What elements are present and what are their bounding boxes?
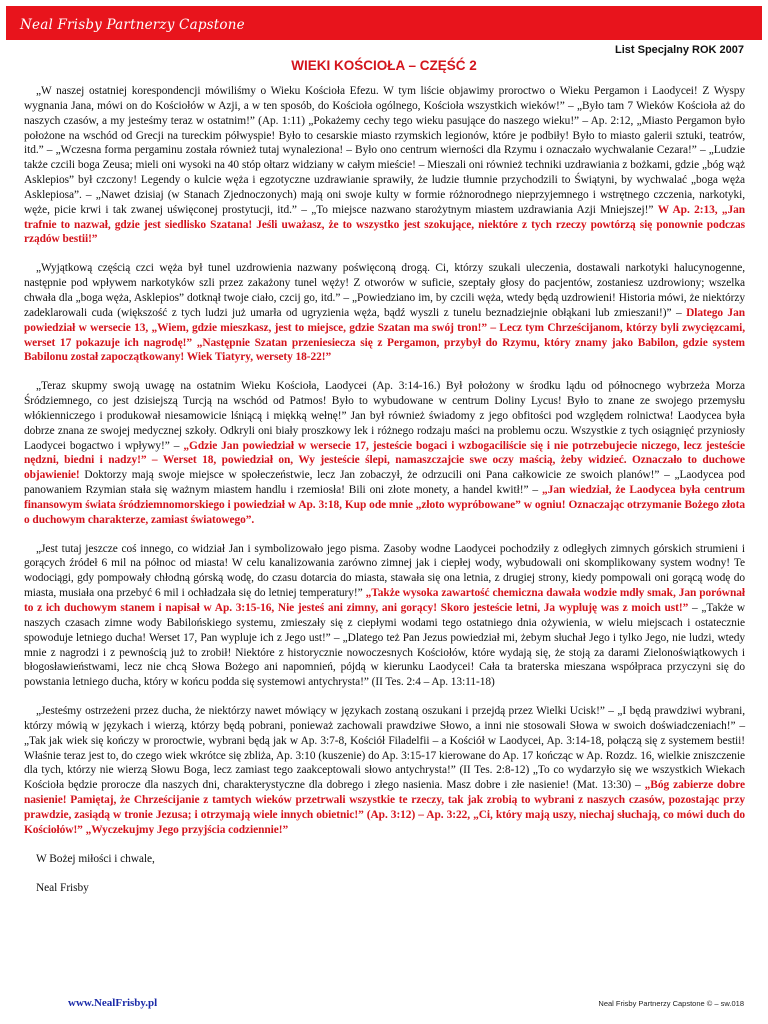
- page-title: WIEKI KOŚCIOŁA – CZĘŚĆ 2: [291, 58, 477, 73]
- emphasis-text: Dlatego Jan powiedział w wersecie 13, „Wiem, gdzie mieszkasz, jest to miejsce, gdzie Szatan ma swój tron!” – Lecz tym Chrześcijanom, którzy byli zwycięzcami, werset 17 pokazuje ich nagrodę!” „Następnie Szatan przeniesiecza się z Pergamon, przybył do Rzymu, który znamy jako Babilon, gdzie system Babilonu został zapoczątkowany! Wiek Tiatyry, wersety 18-22!”: [24, 306, 745, 364]
- paragraph-5: [24, 704, 745, 838]
- paragraph-text: „Wyjątkową częścią czci węża był tunel uzdrowienia nazwany poświęconą drogą. Ci, którzy szukali uleczenia, dostawali narkotyki halucynogenne, następnie pod wpływem narkotyków szli przez zakażony tunel węży! Z otworów w suficie, szeptały głosy do pacjentów, zostaniesz uzdrowiony; wszelka chwała dla „boga węża, Asklepios” dotknął twoje ciało, czcij go, itd.” – „Powiedziano im, by czcili węża, wtedy będą uzdrowieni! Historia mówi, że niektórzy zadeklarowali cuda (większość z tych ludzi już umarła od ugryzienia węża, bądź wyszli z tunelu beznadziejnie obłąkani lub zmieszani!)” –: [24, 262, 745, 319]
- paragraph-text: „Jesteśmy ostrzeżeni przez ducha, że niektórzy nawet mówiący w językach zostaną oszukani i przejdą przez Wielki Ucisk!” – „I będą prawdziwi wybrani, którzy mówią w językach i wierzą, którzy będą pobrani, ponieważ zachowali prawdziwe Słowo, a inni nie stosowali Słowa w swoich doświadczeniach!” – „Tak jak wiek się kończy w proroctwie, wybrani będą jak w Ap. 3:7-8, Kościół Filadelfii – a Kościół w Laodycei, Ap. 3:14-18, połączą się z systemem bestii! Właśnie teraz jest to, do czego wiek wkrótce się zbliża, Ap. 3:10 (kuszenie) do Ap. 3:15-17 kierowane do Ap. 17 kończąc w Ap. Rozdz. 16, wielkie zniszczenie dla tych, którzy nie wierzą Słowu Boga, lecz zamiast tego zaakceptowali słowo antychrysta!” (II Tes. 2:8-12) „To co wydarzyło się we wszystkich Wiekach Kościoła będzie prorocze dla naszych dni, charakterystyczne dla dobrego i złego nasienia. Masz dobre i złe nasienie! (Mat. 13:30) –: [24, 705, 745, 792]
- emphasis-text: „Gdzie Jan powiedział w wersecie 17, jesteście bogaci i wzbogaciliście się i nie potrzebujecie niczego, lecz jesteście nędzni, biedni i nadzy!” – Werset 18, powiedział on, Wy jesteście ślepi, namaszczajcie swe oczy maścią, żeby widzieć. Oznaczało to duchowe objawienie!: [24, 439, 745, 482]
- header-bar: [6, 6, 762, 40]
- emphasis-text: „Jan wiedział, że Laodycea była centrum finansowym świata śródziemnomorskiego i powiedział w Ap. 3:18, Kup ode mnie „złoto wypróbowane” w ogniu! Oznaczając otrzymanie Bożego złota o duchowym charakterze, zamiast światowego”.: [24, 484, 745, 526]
- brand-logo-text: Neal Frisby Partnerzy Capstone: [20, 17, 245, 33]
- paragraph-text: „Jest tutaj jeszcze coś innego, co widział Jan i symbolizowało jego pisma. Zasoby wodne Laodycei pochodziły z odległych zimnych górskich strumieni i gorących źródeł 6 mil na północ od miasta! W celu kanalizowania zarówno zimnej jak i ciepłej wody, wybudowali oni skomplikowany system wodny! Te wodociągi, gdy pompowały chłodną górską wodę, do czasu dotarcia do miasta, stawała się ona letnia, z drugiej strony, kiedy pompowali oni gorącą wodę do miasta, musiała ona przebyć 6 mil i ochładzała się do letniej temperatury!”: [24, 542, 745, 600]
- paragraph-4: [24, 542, 745, 690]
- emphasis-text: W Ap. 2:13, „Jan trafnie to nazwał, gdzie jest siedlisko Szatana! Jeśli uważasz, że to wszystko jest szokujące, niektóre z tych rzeczy powtórzą się ponownie podczas rządów bestii!”: [24, 203, 746, 246]
- paragraph-text: „W naszej ostatniej korespondencji mówiliśmy o Wieku Kościoła Efezu. W tym liście objawimy proroctwo o Wieku Pergamon i Laodycei! Z Wyspy wygnania Jana, mówi on do Kościołów w Azji, a w ten sposób, do Kościoła ogólnego, Kościoła wszystkich wieków!” – „Było tam 7 Wieków Kościoła aż do naszych czasów, a my jesteśmy teraz w ostatnim!” (Ap. 1:11) „Pokażemy cechy tego wieku pasujące do naszego wieku!” – Ap. 2:12, „Miasto Pergamon było położone na wschód od Grecji na tureckim półwyspie! Było to cesarskie miasto rzymskich legionów, które je podbiły! Było to miasto galerii sztuki, teatrów, itd.” – „Wczesna forma pergaminu została również tutaj wynaleziona! – Było ono centrum wierności dla Rzymu i oznaczało wychwalanie Cezara!” – „Ludzie także czcili boga Zeusa; mieli oni wysoki na 40 stóp ołtarz widziany w całym mieście! – Mieszali oni również techniki uzdrawiania z bożkami, gdzie „bóg wąż Asklepios” był czczony! Legendy o kulcie węża i egzotyczne uzdrawianie sprawiły, że ludzie tłumnie przychodzili to Świątyni, by wychwalać „boga węża Asklepiosa”. – „Nawet dzisiaj (w Stanach Zjednoczonych) mają oni swoje kulty w formie różnorodnego nieprzyjemnego i wstrętnego czczenia, narkotyki, węże, picie krwi i tak zwanej uświęconej prostytucji, itd.” – „To miejsce nazwano starożytnym miastem uzdrawiania Azji Mniejszej!”: [24, 85, 745, 216]
- closing-line: W Bożej miłości i chwale,: [36, 852, 155, 865]
- paragraph-1: [24, 84, 745, 247]
- paragraph-2: [24, 261, 745, 365]
- letter-label: List Specjalny ROK 2007: [615, 44, 744, 56]
- paragraph-3: [24, 379, 745, 527]
- emphasis-text: „Także wysoka zawartość chemiczna dawała wodzie mdły smak, Jan porównał to z ich duchowym stanem i napisał w Ap. 3:15-16, Nie jesteś ani zimny, ani gorący! Skoro jesteście letni, Ja wypluję was z moich ust!”: [24, 587, 745, 614]
- emphasis-text: „Bóg zabierze dobre nasienie! Pamiętaj, że Chrześcijanie z tamtych wieków przetrwali wszystkie te rzeczy, tak jak zrobią to wybrani z naszych czasów, pozostając przy prawdzie, zasiądą w tronie Jezusa; i otrzymają wiele innych obietnic!” (Ap. 3:12) – Ap. 3:22, „Ci, który mają uszy, niechaj słuchają, co mówi duch do Kościołów!” „Wyczekujmy Jego przyjścia codziennie!”: [24, 779, 746, 836]
- letter-body: [24, 84, 745, 909]
- paragraph-text: „Teraz skupmy swoją uwagę na ostatnim Wieku Kościoła, Laodycei (Ap. 3:14-16.) Był położony w środku lądu od północnego wybrzeża Morza Śródziemnego, co jest dzisiejszą Turcją na wschód od Patmos! Było to wybudowane w centrum Doliny Lycus! Było to znane ze swojego przemysłu włókienniczego i produkował niesamowicie lśniącą i miękką wełnę!” Jan był również świadomy z jego obfitości pod względem rolnictwa! Laodycea była dobrze znana ze swojej medycznej szkoły. Odkryli oni biały proszkowy lek i różnego rodzaju maści na problemu oczu. Wszystkie z tych osiągnięć przyniosły Laodycei bogactwo i wpływy!” –: [24, 380, 745, 452]
- signature: Neal Frisby: [36, 881, 89, 894]
- footer-copyright: Neal Frisby Partnerzy Capstone © – sw.018: [598, 999, 744, 1008]
- website-link[interactable]: www.NealFrisby.pl: [68, 997, 158, 1009]
- paragraph-text: – „Także w naszych czasach zimne wody Babilońskiego systemu, zmieszały się z ciepłymi wodami tego ostatniego dnia ożywienia, w wielu miejscach i ostatecznie spowoduje letniego ducha! Werset 17, Pan wypluje ich z Jego ust!” – „Dlatego też Pan Jezus powiedział mi, żebym słuchał Jego i tylko Jego, nie ludzi, wtedy mnie z nagrodzi i z pewnością już to zrobił! Niektóre z historycznie nowoczesnych Kościołów, które wydają się, że stoją za darami Zielonoświątkowych i błogosławieństwami, lecz nie chcą Słowa Bożego ani napomnień, pójdą w kierunku Laodycei! Cała ta braterska mieszana współpraca przyczyni się do powstania letniego ducha, który w końcu podda się systemowi antychrysta!” (II Tes. 2:4 – Ap. 13:11-18): [24, 602, 745, 689]
- paragraph-text: Doktorzy mają swoje miejsce w społeczeństwie, lecz Jan zobaczył, że odrzucili oni Pana całkowicie ze swoich planów!” – „Laodycea pod panowaniem Rzymian stała się ważnym miastem handlu i rzemiosła! Bili oni złote monety, a handel kwitł!” –: [24, 469, 745, 497]
